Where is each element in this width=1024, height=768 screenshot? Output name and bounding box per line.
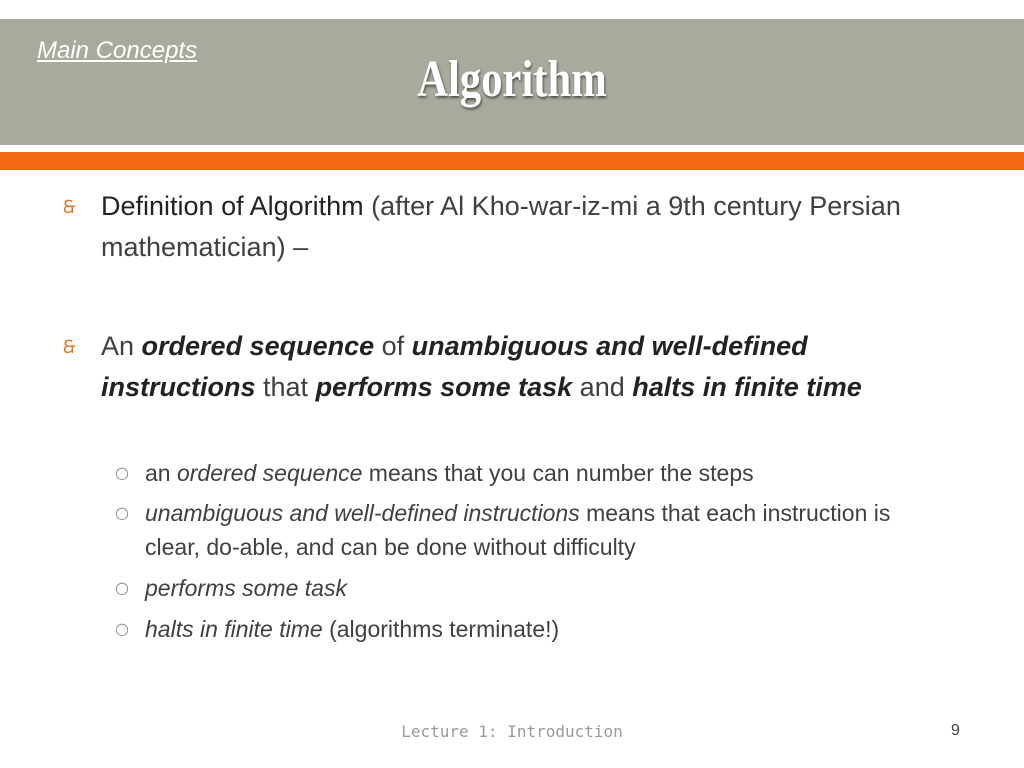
subbullet-text: an <box>145 460 177 486</box>
slide-title: Algorithm <box>417 51 607 108</box>
definition-term: Definition of Algorithm <box>101 191 364 221</box>
section-link-main-concepts[interactable]: Main Concepts <box>37 37 198 64</box>
bullet-text: An <box>101 331 142 361</box>
subbullet-text: means that you can number the steps <box>362 460 754 486</box>
subbullet-text: (algorithms terminate!) <box>322 616 560 642</box>
emphasis-instructions: unambiguous and well-defined instructions <box>101 331 808 402</box>
bullet-text: of <box>374 331 412 361</box>
circle-bullet-icon: ○ <box>115 578 129 597</box>
subbullet-halts <box>115 612 925 646</box>
subbullet-emphasis: ordered sequence <box>176 460 363 486</box>
definition-detail: (after Al Kho-war-iz-mi a 9th century Persian mathematician) – <box>101 191 901 262</box>
bullet-text: and <box>572 372 633 402</box>
subbullet-emphasis: unambiguous and well-defined instructions <box>145 500 580 526</box>
accent-bar <box>0 152 1024 170</box>
page-number: 9 <box>951 722 960 739</box>
emphasis-halts: halts in finite time <box>632 372 862 402</box>
subbullet-emphasis: halts in finite time <box>145 616 323 642</box>
header-divider <box>0 145 1024 152</box>
circle-bullet-icon: ○ <box>115 619 129 638</box>
subbullet-ordered-sequence <box>115 456 925 490</box>
circle-bullet-icon: ○ <box>115 503 129 522</box>
fancy-loop-bullet-icon: 🙲 <box>63 197 76 218</box>
bullet-definition <box>63 186 961 268</box>
fancy-loop-bullet-icon: 🙲 <box>63 337 76 358</box>
bullet-ordered-sequence <box>63 326 961 408</box>
subbullet-performs-task <box>115 571 925 605</box>
emphasis-ordered-sequence: ordered sequence <box>141 331 375 361</box>
bullet-text: that <box>255 372 316 402</box>
footer-lecture-title: Lecture 1: Introduction <box>401 722 623 741</box>
subbullet-emphasis: performs some task <box>145 575 347 601</box>
emphasis-performs-task: performs some task <box>315 372 573 402</box>
subbullet-instructions <box>115 496 925 564</box>
subbullet-text: means that each instruction is clear, do-able, and can be done without difficulty <box>145 500 891 560</box>
circle-bullet-icon: ○ <box>115 463 129 482</box>
